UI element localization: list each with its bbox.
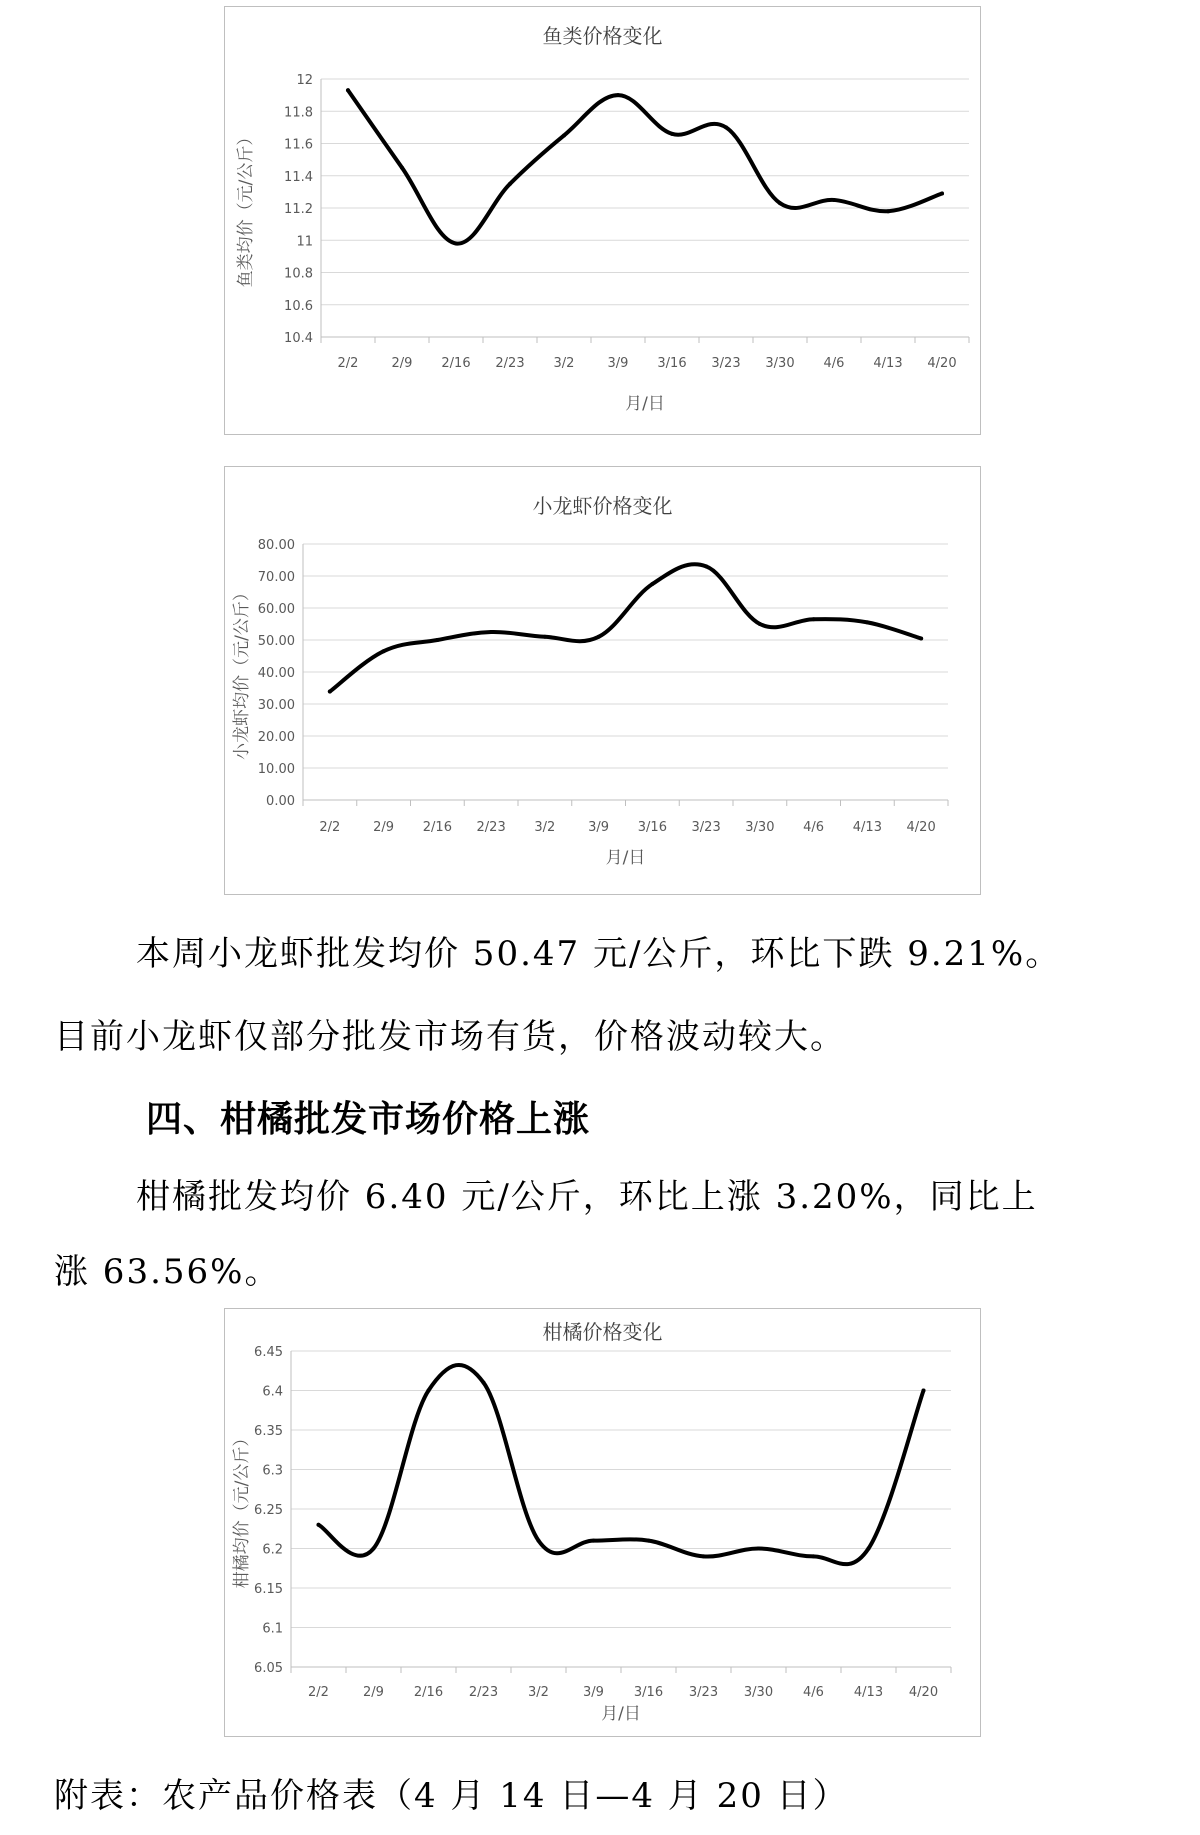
crayfish-x-tick-label: 3/16: [637, 820, 667, 835]
crayfish-x-tick-label: 3/23: [691, 820, 721, 835]
fish-x-tick-label: 3/16: [657, 356, 687, 371]
citrus-x-tick-label: 2/16: [413, 1685, 444, 1700]
crayfish-paragraph-line2: 目前小龙虾仅部分批发市场有货，价格波动较大。: [54, 1017, 846, 1057]
citrus-x-tick-label: 3/9: [583, 1685, 604, 1700]
citrus-y-tick-label: 6.3: [262, 1463, 283, 1479]
citrus-paragraph-line1: 柑橘批发均价 6.40 元/公斤，环比上涨 3.20%，同比上: [136, 1177, 1038, 1217]
crayfish-y-tick-label: 20.00: [257, 730, 295, 745]
crayfish-data-point: [489, 630, 493, 634]
citrus-price-chart: [224, 1308, 981, 1737]
crayfish-x-tick-label: 4/13: [852, 820, 882, 835]
fish-x-tick-label: 3/30: [765, 356, 795, 371]
fish-y-tick-label: 11.8: [284, 105, 313, 121]
citrus-data-point: [592, 1539, 596, 1543]
crayfish-y-tick-label: 70.00: [257, 570, 295, 585]
fish-y-tick-label: 10.6: [284, 298, 313, 314]
crayfish-paragraph-line1: 本周小龙虾批发均价 50.47 元/公斤，环比下跌 9.21%。: [136, 934, 1062, 974]
citrus-price-chart-svg: [225, 1309, 980, 1736]
fish-data-point: [670, 132, 674, 136]
fish-y-tick-label: 12: [296, 73, 313, 88]
fish-price-chart: [224, 6, 981, 435]
citrus-x-tick-label: 2/23: [468, 1685, 499, 1700]
citrus-x-tick-label: 3/16: [633, 1685, 664, 1700]
citrus-y-tick-label: 6.45: [254, 1345, 283, 1360]
citrus-data-point: [372, 1547, 376, 1551]
citrus-y-tick-label: 6.25: [254, 1503, 283, 1518]
citrus-y-tick-label: 6.4: [262, 1384, 283, 1400]
crayfish-x-tick-label: 2/23: [476, 820, 506, 835]
citrus-data-point: [812, 1554, 816, 1558]
citrus-y-axis-title: 柑橘均价（元/公斤）: [232, 1429, 252, 1589]
crayfish-x-tick-label: 3/9: [588, 820, 610, 835]
crayfish-y-tick-label: 10.00: [257, 762, 295, 777]
citrus-data-point: [647, 1539, 651, 1543]
crayfish-x-tick-label: 4/20: [906, 820, 936, 835]
crayfish-data-point: [865, 620, 869, 624]
fish-y-tick-label: 10.4: [284, 331, 313, 346]
citrus-data-point: [702, 1554, 706, 1558]
fish-x-tick-label: 3/9: [607, 356, 629, 371]
crayfish-data-point: [382, 649, 386, 653]
citrus-x-tick-label: 2/2: [308, 1685, 329, 1700]
fish-data-point: [508, 182, 512, 186]
fish-x-tick-label: 2/23: [495, 356, 525, 371]
fish-data-point: [832, 198, 836, 202]
crayfish-y-tick-label: 60.00: [257, 602, 295, 617]
citrus-data-point: [317, 1523, 321, 1527]
crayfish-x-tick-label: 3/2: [534, 820, 556, 835]
citrus-chart-title: 柑橘价格变化: [542, 1320, 663, 1344]
crayfish-y-tick-label: 0.00: [266, 794, 295, 809]
crayfish-data-point: [812, 617, 816, 621]
fish-y-axis-title: 鱼类均价（元/公斤）: [236, 128, 256, 288]
crayfish-x-tick-label: 2/9: [373, 820, 395, 835]
citrus-paragraph-line2: 涨 63.56%。: [54, 1252, 281, 1292]
fish-x-tick-label: 2/2: [337, 356, 359, 371]
crayfish-y-tick-label: 30.00: [257, 698, 295, 713]
fish-x-tick-label: 3/2: [553, 356, 575, 371]
fish-chart-title: 鱼类价格变化: [542, 24, 663, 48]
fish-y-tick-label: 11.2: [284, 202, 313, 217]
crayfish-data-point: [597, 635, 601, 639]
crayfish-y-tick-label: 40.00: [257, 666, 295, 681]
fish-x-tick-label: 4/13: [873, 356, 903, 371]
crayfish-x-axis-title: 月/日: [605, 848, 646, 868]
fish-data-point: [562, 133, 566, 137]
crayfish-x-tick-label: 4/6: [803, 820, 825, 835]
citrus-x-tick-label: 4/13: [853, 1685, 884, 1700]
crayfish-y-tick-label: 80.00: [257, 538, 295, 553]
citrus-x-tick-label: 3/30: [743, 1685, 774, 1700]
citrus-data-point: [757, 1547, 761, 1551]
crayfish-data-point: [435, 638, 439, 642]
citrus-data-point: [867, 1547, 871, 1551]
crayfish-chart-title: 小龙虾价格变化: [532, 494, 673, 518]
crayfish-price-chart-svg: [225, 467, 980, 894]
crayfish-x-tick-label: 3/30: [745, 820, 775, 835]
citrus-x-axis-title: 月/日: [601, 1704, 641, 1724]
citrus-x-tick-label: 2/9: [363, 1685, 384, 1700]
fish-data-point: [346, 88, 350, 92]
fish-x-axis-title: 月/日: [625, 394, 665, 414]
fish-x-tick-label: 2/16: [441, 356, 471, 371]
crayfish-data-point: [543, 635, 547, 639]
crayfish-price-chart: [224, 466, 981, 895]
crayfish-y-axis-title: 小龙虾均价（元/公斤）: [232, 584, 252, 760]
crayfish-data-point: [650, 582, 654, 586]
fish-x-tick-label: 4/6: [823, 356, 845, 371]
citrus-y-tick-label: 6.15: [254, 1582, 283, 1597]
citrus-y-tick-label: 6.05: [254, 1661, 283, 1676]
fish-data-point: [724, 125, 728, 129]
appendix-caption: 附表：农产品价格表（4 月 14 日—4 月 20 日）: [54, 1776, 849, 1816]
fish-data-point: [940, 191, 944, 195]
citrus-data-point: [427, 1389, 431, 1393]
citrus-x-tick-label: 3/23: [688, 1685, 719, 1700]
citrus-x-tick-label: 4/6: [803, 1685, 824, 1700]
fish-x-tick-label: 2/9: [391, 356, 413, 371]
citrus-data-point: [537, 1539, 541, 1543]
fish-y-tick-label: 11.4: [284, 169, 313, 185]
fish-y-tick-label: 11: [296, 234, 313, 250]
citrus-price-series-line: [319, 1365, 924, 1564]
citrus-y-tick-label: 6.1: [262, 1621, 283, 1637]
crayfish-x-tick-label: 2/16: [422, 820, 452, 835]
crayfish-data-point: [919, 636, 923, 640]
crayfish-x-tick-label: 2/2: [319, 820, 341, 835]
fish-data-point: [400, 166, 404, 170]
fish-x-tick-label: 3/23: [711, 356, 741, 371]
crayfish-data-point: [758, 622, 762, 626]
fish-x-tick-label: 4/20: [927, 356, 957, 371]
fish-data-point: [886, 209, 890, 213]
fish-price-chart-svg: [225, 7, 980, 434]
citrus-x-tick-label: 4/20: [908, 1685, 939, 1700]
citrus-y-tick-label: 6.35: [254, 1424, 283, 1439]
crayfish-data-point: [328, 690, 332, 694]
crayfish-data-point: [704, 564, 708, 568]
fish-data-point: [454, 241, 458, 245]
fish-y-tick-label: 11.6: [284, 137, 313, 153]
fish-y-tick-label: 10.8: [284, 266, 313, 282]
fish-data-point: [778, 201, 782, 205]
citrus-data-point: [922, 1389, 926, 1393]
citrus-x-tick-label: 3/2: [528, 1685, 549, 1700]
citrus-y-tick-label: 6.2: [262, 1542, 283, 1558]
fish-price-series-line: [348, 90, 942, 243]
fish-data-point: [616, 93, 620, 97]
crayfish-y-tick-label: 50.00: [257, 634, 295, 649]
section4-heading: 四、柑橘批发市场价格上涨: [146, 1099, 591, 1140]
citrus-data-point: [482, 1381, 486, 1385]
